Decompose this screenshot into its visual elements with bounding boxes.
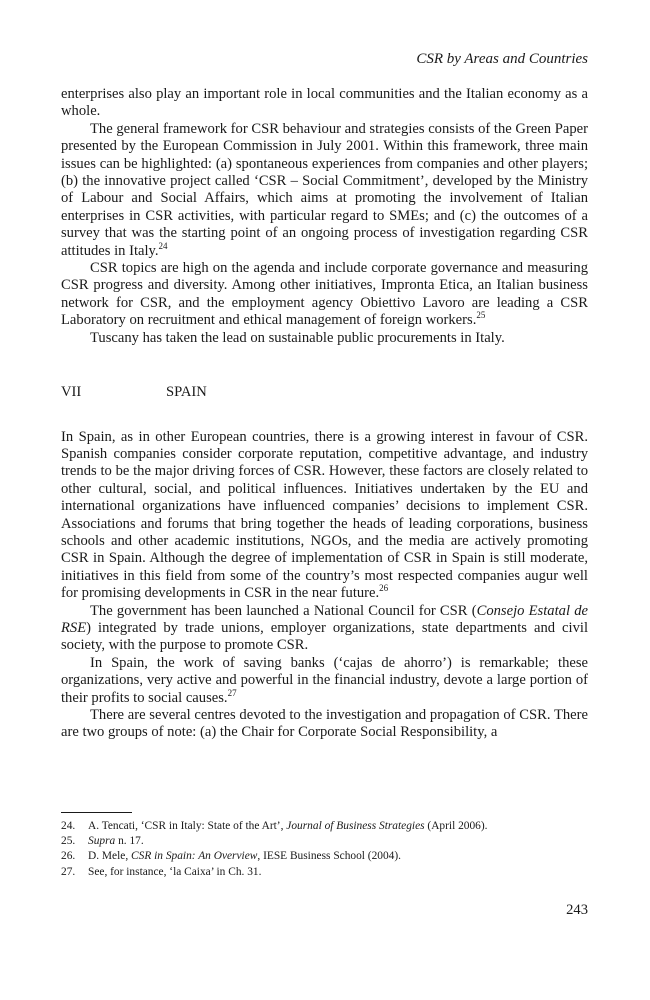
- italic-term: Consejo Estatal de RSE: [61, 602, 588, 636]
- footnote-number: 27.: [61, 865, 76, 878]
- running-head: CSR by Areas and Countries: [416, 51, 588, 67]
- page-number: 243: [566, 902, 588, 918]
- footnote-ref[interactable]: 27: [227, 687, 237, 698]
- paragraph-text: ) integrated by trade unions, employer organizations, state departments and civil society, with the purpose to promote CSR.: [61, 619, 588, 654]
- footnotes: [61, 819, 601, 880]
- footnote-text: See, for instance, ‘la Caixa’ in Ch. 31.: [88, 865, 262, 878]
- footnote: [61, 819, 601, 834]
- footnote: [61, 849, 601, 864]
- paragraph-text: CSR topics are high on the agenda and include corporate governance and measuring CSR progress and diversity. Among other initiatives, Impronta Etica, an Italian business network for CSR, and the employment agency Obiettivo Lavoro are leading a CSR Laboratory on recruitment and ethical management of foreign workers.: [61, 260, 588, 329]
- paragraph: [61, 121, 588, 260]
- footnote: [61, 834, 601, 849]
- section-title: SPAIN: [166, 384, 207, 401]
- footnote: [61, 865, 601, 880]
- footnote-text: A. Tencati, ‘CSR in Italy: State of the Art’, Journal of Business Strategies (April 2006).: [88, 820, 488, 832]
- paragraph: [61, 707, 588, 742]
- footnote-ref[interactable]: 26: [379, 583, 389, 594]
- paragraph: [61, 655, 588, 707]
- paragraph: [61, 429, 588, 603]
- paragraph-text: There are several centres devoted to the investigation and propagation of CSR. There are two groups of note: (a) the Chair for Corporate Social Responsibility, a: [61, 707, 588, 741]
- paragraph: [61, 330, 588, 347]
- paragraph-text: In Spain, the work of saving banks (‘cajas de ahorro’) is remarkable; these organizations, very active and powerful in the financial industry, devote a large portion of their profits to social causes.: [61, 654, 588, 706]
- footnote-number: 24.: [61, 820, 76, 832]
- footnote-number: 25.: [61, 835, 76, 848]
- footnote-ref[interactable]: 24: [158, 240, 168, 251]
- paragraph-text: In Spain, as in other European countries, there is a growing interest in favour of CSR. Spanish companies consider corporate reputation, competitive advantage, and industry trends to be the major driving forces of CSR. However, these factors are closely related to other cultural, social, and political influences. Initiatives undertaken by the EU and international organizations have influenced companies’ decisions to implement CSR. Associations and forums that bring together the heads of leading corporations, business schools and other academic institutions, NGOs, and the media are actively promoting CSR in Spain. Although the degree of implementation of CSR in Spain is still moderate, initiatives in this field from some of the country’s most respected companies augur well for promising developments in CSR in the near future.: [61, 428, 588, 602]
- footnote-text: Supra n. 17.: [88, 835, 144, 848]
- section-number: VII: [61, 384, 82, 401]
- footnote-ref[interactable]: 25: [476, 310, 486, 321]
- paragraph: [61, 260, 588, 330]
- body-text: [61, 86, 588, 742]
- section-heading: [61, 384, 588, 401]
- footnote-rule: [61, 812, 132, 813]
- footnote-number: 26.: [61, 850, 76, 863]
- paragraph: [61, 603, 588, 655]
- paragraph-text: enterprises also play an important role in local communities and the Italian economy as a whole.: [61, 86, 588, 120]
- paragraph: [61, 86, 588, 121]
- paragraph-text: The general framework for CSR behaviour and strategies consists of the Green Paper presented by the European Commission in July 2001. Within this framework, three main issues can be highlighted: (a) spontaneous experiences from companies and other players; (b) the innovative project called ‘CSR – Social Commitment’, developed by the Ministry of Labour and Social Affairs, which aims at promoting the involvement of Italian enterprises in CSR activities, with particular regard to SMEs; and (c) the outcomes of a survey that was the starting point of an ongoing process of investigation regarding CSR attitudes in Italy.: [61, 120, 588, 259]
- footnote-text: D. Mele, CSR in Spain: An Overview, IESE Business School (2004).: [88, 850, 402, 863]
- paragraph-text: The government has been launched a National Council for CSR (: [90, 602, 477, 619]
- paragraph-text: Tuscany has taken the lead on sustainable public procurements in Italy.: [90, 329, 505, 346]
